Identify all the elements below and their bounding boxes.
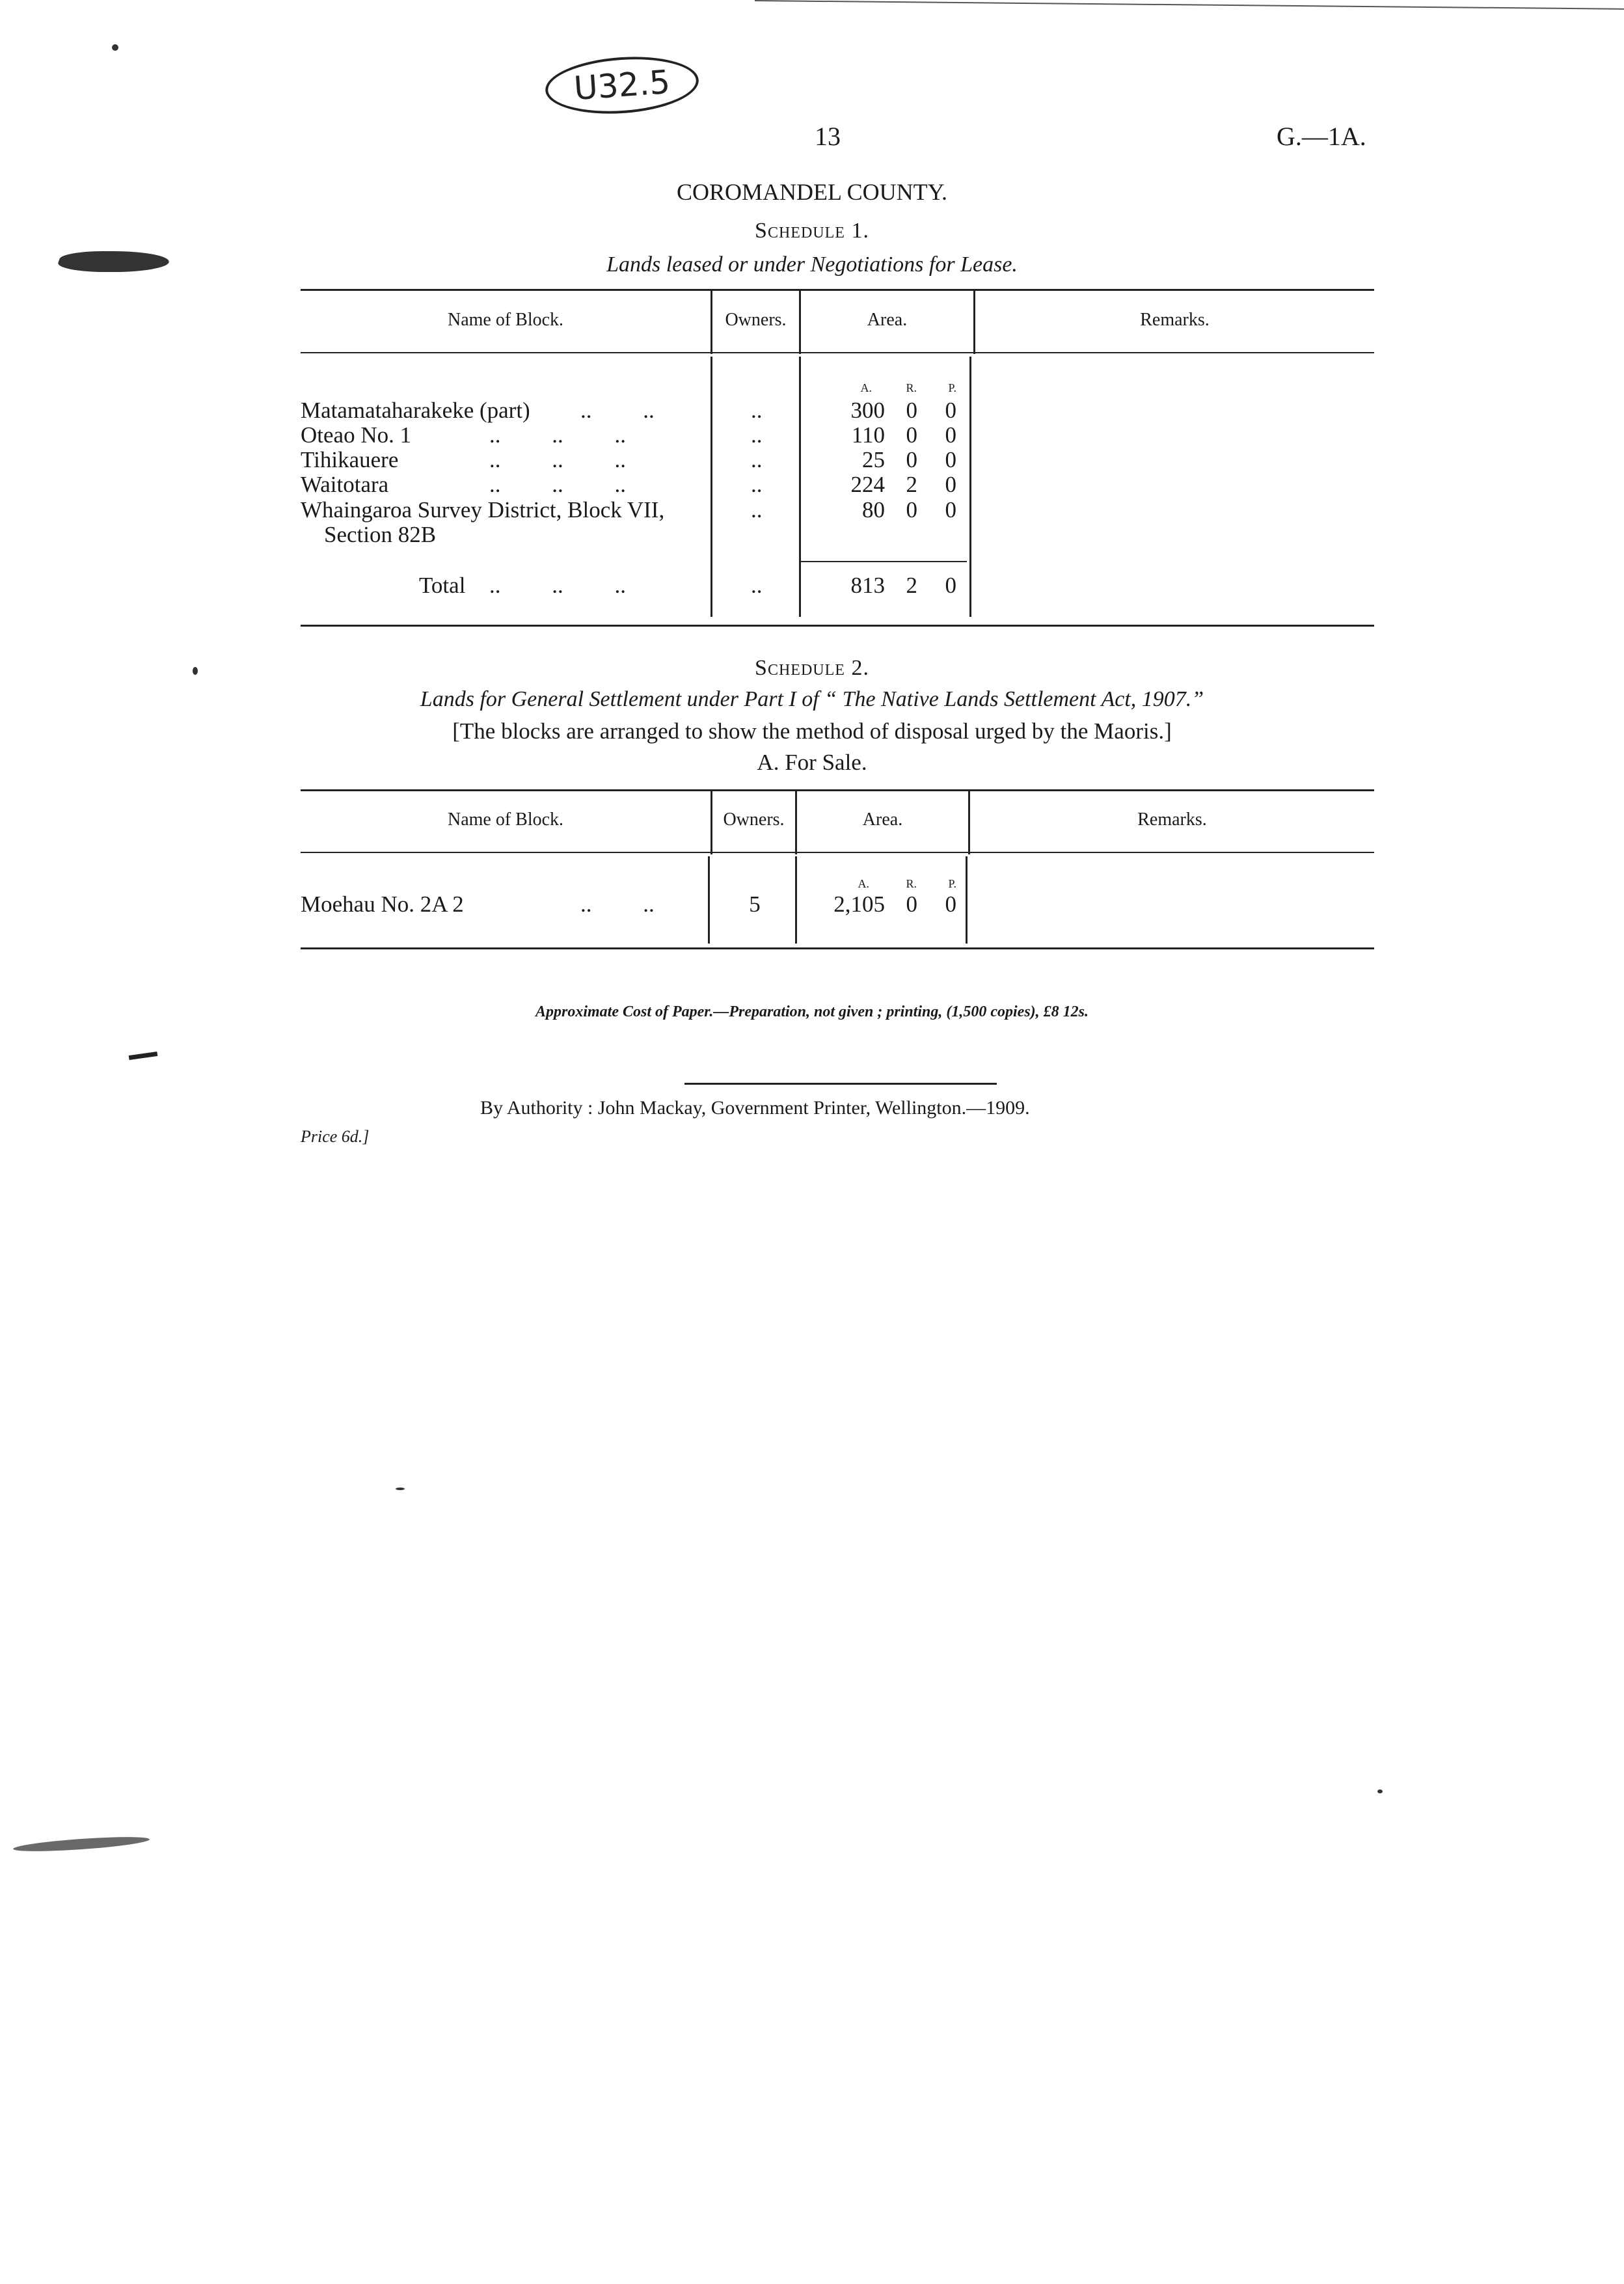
header-name-of-block: Name of Block. — [447, 809, 564, 830]
schedule2-title: Schedule 2. — [755, 656, 869, 680]
column-divider — [710, 357, 712, 617]
column-divider — [708, 856, 710, 944]
total-label: Total — [419, 573, 466, 598]
block-name-continuation: Section 82B — [324, 522, 437, 547]
scan-speck — [396, 1488, 405, 1490]
perches-value: 0 — [945, 422, 956, 448]
roods-value: 0 — [906, 891, 917, 917]
total-roods: 2 — [906, 573, 917, 598]
authority-rule — [684, 1083, 997, 1085]
roods-value: 0 — [906, 497, 917, 523]
perches-value: 0 — [945, 447, 956, 472]
roods-value: 0 — [906, 398, 917, 423]
block-name: Waitotara — [301, 472, 389, 497]
total-owners: .. — [751, 573, 763, 598]
block-name: Tihikauere — [301, 447, 399, 472]
header-remarks: Remarks. — [1140, 310, 1210, 330]
scan-speck — [193, 667, 198, 675]
unit-roods: R. — [906, 381, 917, 394]
schedule2-section: A. For Sale. — [757, 750, 867, 775]
total-acres: 813 — [850, 573, 885, 598]
column-divider — [969, 357, 971, 617]
owners-value: 5 — [749, 891, 761, 917]
scan-edge-line — [755, 0, 1624, 10]
column-divider — [799, 357, 801, 617]
leader-dots: .. .. .. — [489, 472, 626, 497]
authority-line: By Authority : John Mackay, Government Printer, Wellington.—1909. — [480, 1097, 1030, 1119]
owners-value: .. — [751, 447, 763, 472]
header-owners: Owners. — [725, 310, 787, 330]
table-rule — [301, 625, 1374, 627]
unit-perches: P. — [948, 877, 956, 890]
acres-value: 110 — [851, 422, 885, 448]
owners-value: .. — [751, 472, 763, 497]
acres-value: 80 — [862, 497, 885, 523]
header-area: Area. — [862, 809, 903, 830]
scan-speck — [1377, 1789, 1383, 1793]
price-label: Price 6d.] — [301, 1127, 370, 1146]
leader-dots: .. .. .. — [489, 573, 626, 598]
header-area: Area. — [867, 310, 908, 330]
county-title: COROMANDEL COUNTY. — [676, 179, 948, 205]
header-owners: Owners. — [723, 809, 785, 830]
column-divider — [966, 856, 968, 944]
leader-dots: .. .. .. — [489, 447, 626, 472]
scan-speck — [112, 44, 118, 51]
block-name: Whaingaroa Survey District, Block VII, — [301, 497, 665, 523]
table-rule — [301, 852, 1374, 853]
schedule2-note: [The blocks are arranged to show the method of disposal urged by the Maoris.] — [452, 718, 1172, 744]
table-rule — [301, 352, 1374, 353]
block-name: Matamataharakeke (part) — [301, 398, 530, 423]
leader-dots: .. .. .. — [489, 422, 626, 448]
schedule1-title: Schedule 1. — [755, 219, 869, 243]
schedule1-subtitle: Lands leased or under Negotiations for Lease. — [606, 252, 1018, 277]
schedule2-subtitle: Lands for General Settlement under Part I of “ The Native Lands Settlement Act, 1907.” — [420, 687, 1204, 711]
block-name: Oteao No. 1 — [301, 422, 412, 448]
scan-smudge — [13, 1834, 150, 1855]
total-rule — [799, 561, 967, 562]
block-name: Moehau No. 2A 2 — [301, 891, 464, 917]
perches-value: 0 — [945, 891, 956, 917]
roods-value: 0 — [906, 422, 917, 448]
table-rule — [301, 289, 1374, 291]
owners-value: .. — [751, 497, 763, 523]
owners-value: .. — [751, 422, 763, 448]
header-remarks: Remarks. — [1137, 809, 1207, 830]
roods-value: 2 — [906, 472, 917, 497]
acres-value: 300 — [850, 398, 885, 423]
unit-acres: A. — [858, 877, 869, 890]
roods-value: 0 — [906, 447, 917, 472]
unit-acres: A. — [860, 381, 872, 394]
perches-value: 0 — [945, 398, 956, 423]
cost-note: Approximate Cost of Paper.—Preparation, not given ; printing, (1,500 copies), £8 12s. — [535, 1003, 1089, 1020]
acres-value: 2,105 — [833, 891, 885, 917]
leader-dots: .. .. — [580, 398, 655, 423]
total-perches: 0 — [945, 573, 956, 598]
header-name-of-block: Name of Block. — [447, 310, 564, 330]
owners-value: .. — [751, 398, 763, 423]
page-number: 13 — [815, 122, 841, 151]
document-code: G.—1A. — [1277, 122, 1366, 151]
table-rule — [301, 789, 1374, 791]
acres-value: 25 — [862, 447, 885, 472]
leader-dots: .. .. — [580, 891, 655, 917]
table-rule — [301, 947, 1374, 949]
scan-smudge — [129, 1052, 158, 1060]
handwritten-annotation: U32.5 — [543, 52, 700, 118]
acres-value: 224 — [850, 472, 885, 497]
column-divider — [795, 856, 797, 944]
unit-roods: R. — [906, 877, 917, 890]
perches-value: 0 — [945, 472, 956, 497]
unit-perches: P. — [948, 381, 956, 394]
perches-value: 0 — [945, 497, 956, 523]
